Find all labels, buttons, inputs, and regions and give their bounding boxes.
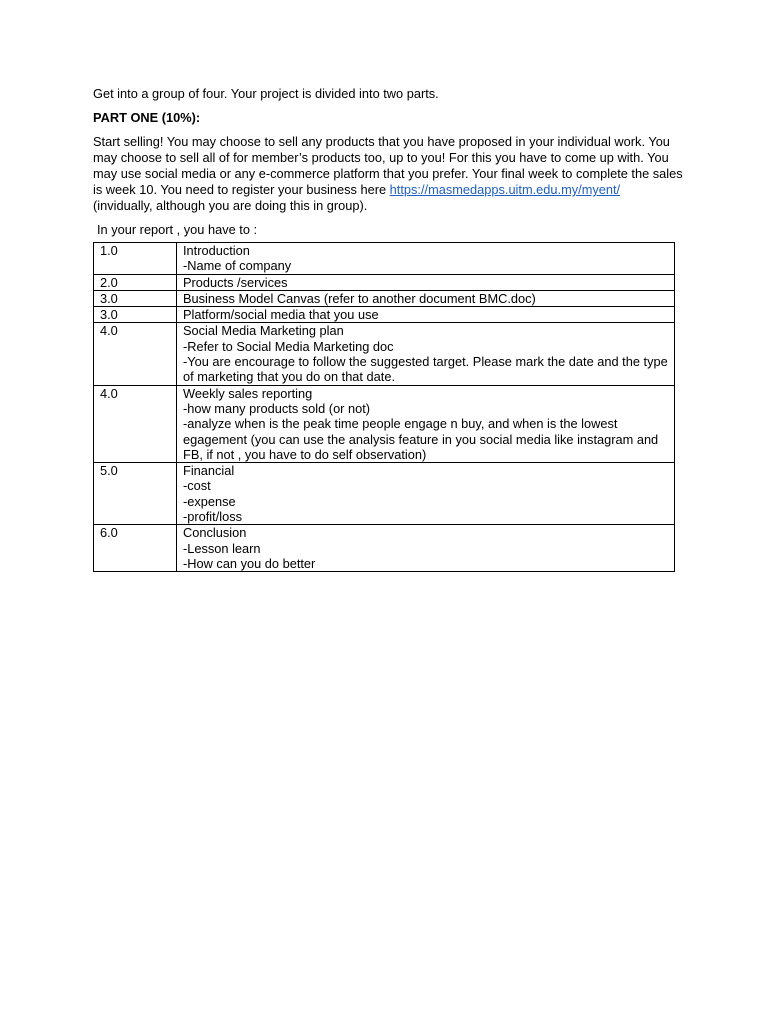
section-title: Conclusion (183, 525, 247, 541)
section-detail: -cost (183, 478, 211, 494)
part-one-heading: PART ONE (10%): (93, 110, 201, 125)
table-row (94, 243, 675, 275)
section-content (177, 463, 675, 525)
document-page (93, 86, 683, 572)
section-content (177, 525, 675, 572)
section-title: Products /services (183, 274, 288, 290)
section-detail: -How can you do better (183, 555, 316, 571)
description-paragraph (93, 134, 683, 214)
table-row (94, 385, 675, 462)
report-requirements-table (93, 242, 675, 572)
section-detail: -Refer to Social Media Marketing doc (183, 338, 394, 354)
section-content (177, 290, 675, 306)
section-number: 1.0 (94, 243, 177, 275)
table-row (94, 290, 675, 306)
section-detail: -Name of company (183, 258, 292, 274)
section-detail: -expense (183, 493, 236, 509)
section-number: 5.0 (94, 463, 177, 525)
section-title: Social Media Marketing plan (183, 323, 344, 339)
section-content (177, 243, 675, 275)
section-detail: -Lesson learn (183, 540, 261, 556)
table-row (94, 323, 675, 385)
table-body (94, 243, 675, 572)
description-text: Start selling! You may choose to sell any products that you have proposed in your individual work. You may choose to sell all of for member’s products too, up to you! For this you have to come up with. You may use social media or any e-commerce platform that you prefer. Your final week to complete the sales is week 10. You need to register your business here (93, 134, 683, 197)
section-title: Financial (183, 463, 235, 479)
table-row (94, 274, 675, 290)
section-detail: -analyze when is the peak time people engage n buy, and when is the lowest egagement (you can use the analysis feature in you social media like instagram and FB, if not , you have to do self observation) (183, 416, 659, 462)
table-row (94, 463, 675, 525)
section-detail: -how many products sold (or not) (183, 400, 371, 416)
section-title: Platform/social media that you use (183, 307, 379, 323)
section-title: Weekly sales reporting (183, 385, 313, 401)
register-business-link[interactable]: https://masmedapps.uitm.edu.my/myent/ (389, 182, 621, 197)
section-number: 4.0 (94, 385, 177, 462)
section-detail: -profit/loss (183, 509, 243, 525)
section-number: 6.0 (94, 525, 177, 572)
table-row (94, 525, 675, 572)
section-number: 2.0 (94, 274, 177, 290)
section-number: 3.0 (94, 290, 177, 306)
section-number: 3.0 (94, 307, 177, 323)
description-text-after: (invidually, although you are doing this in group). (93, 198, 368, 213)
section-content (177, 323, 675, 385)
table-row (94, 307, 675, 323)
section-detail: -You are encourage to follow the suggested target. Please mark the date and the type of marketing that you do on that date. (183, 354, 668, 385)
section-content (177, 274, 675, 290)
section-content (177, 307, 675, 323)
section-title: Business Model Canvas (refer to another document BMC.doc) (183, 290, 536, 306)
section-number: 4.0 (94, 323, 177, 385)
report-intro: In your report , you have to : (97, 222, 258, 237)
section-content (177, 385, 675, 462)
section-title: Introduction (183, 243, 250, 258)
intro-paragraph: Get into a group of four. Your project is divided into two parts. (93, 86, 439, 101)
